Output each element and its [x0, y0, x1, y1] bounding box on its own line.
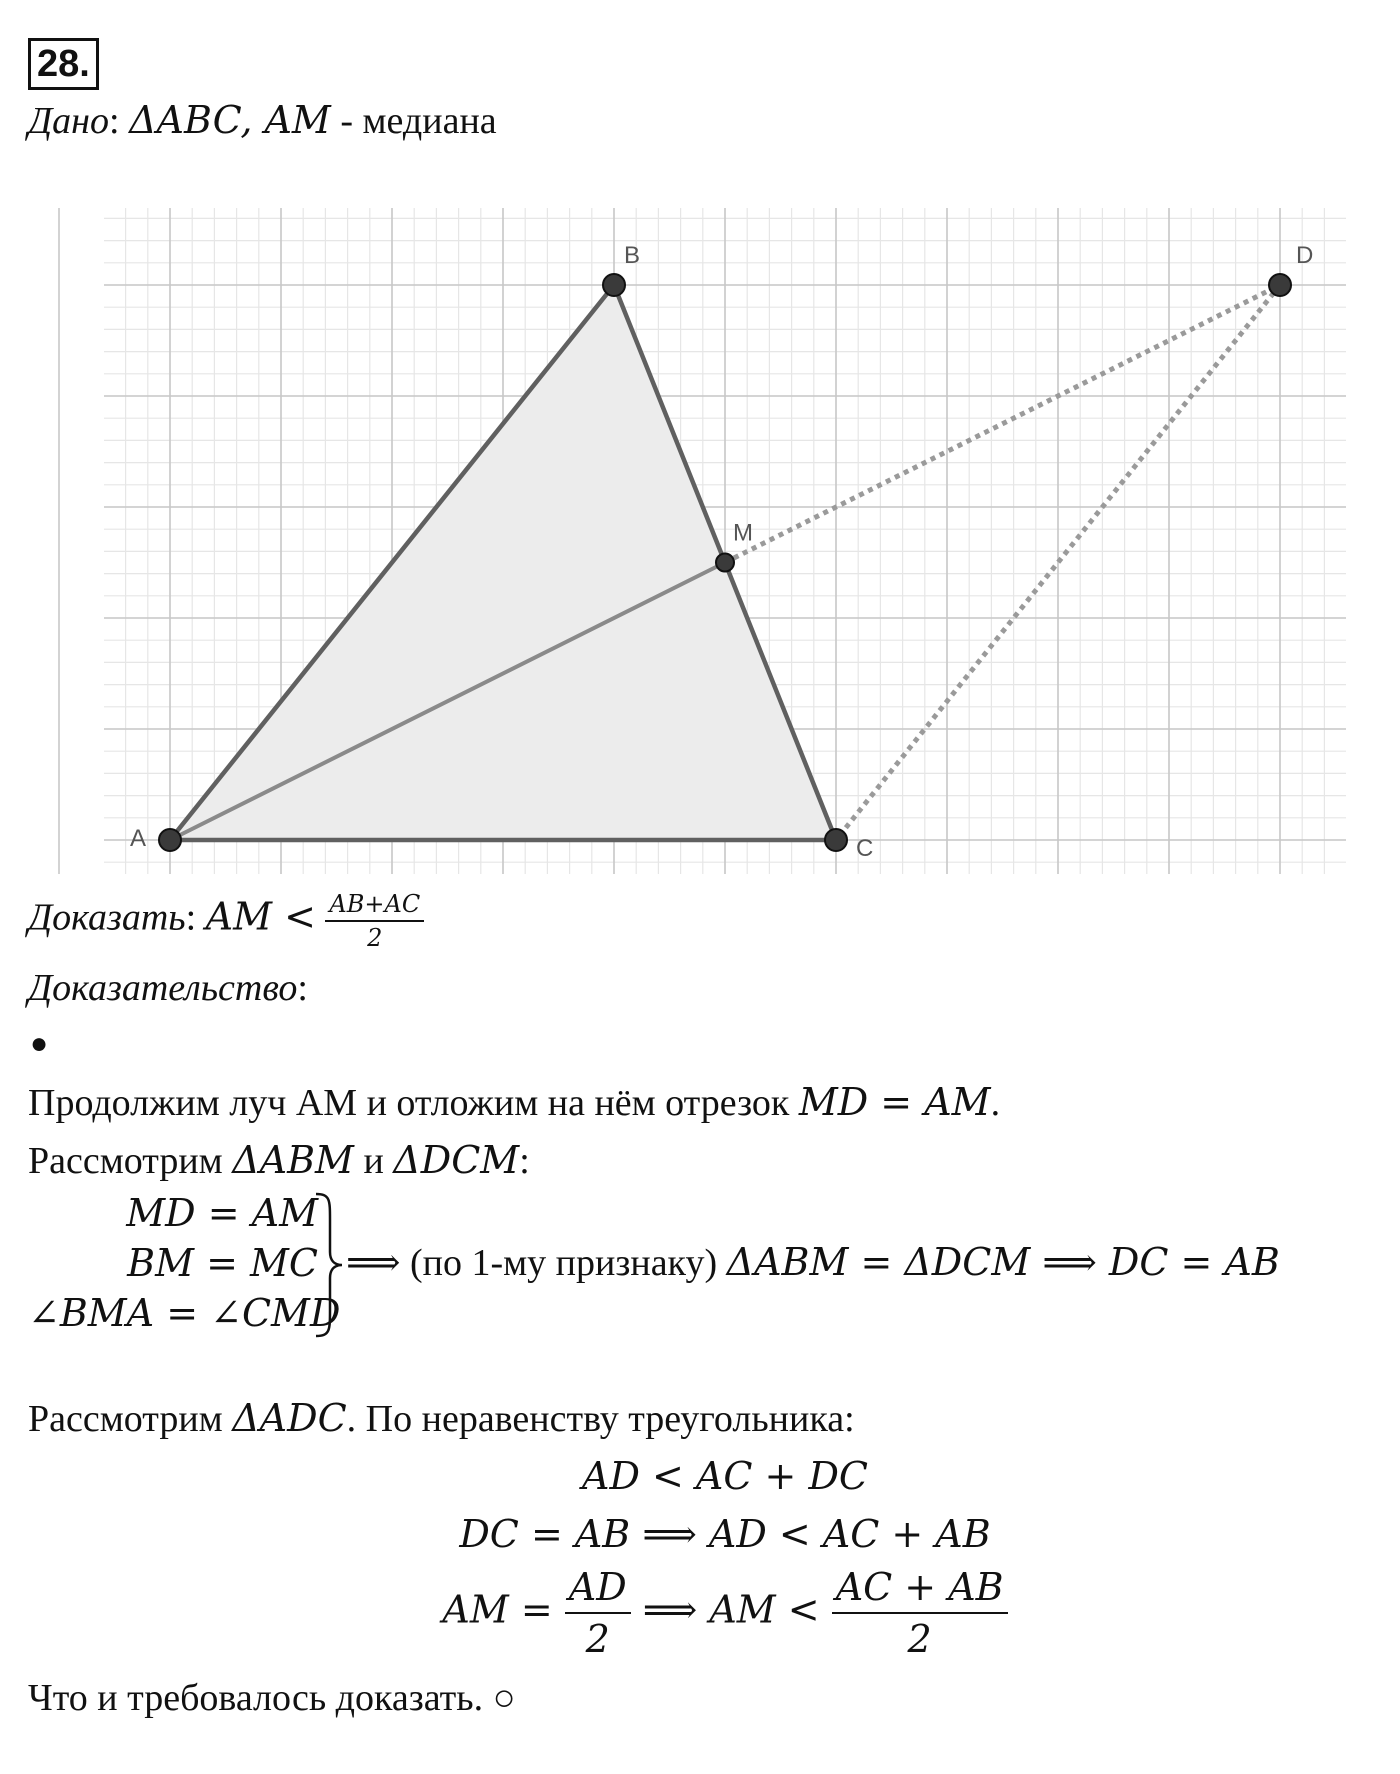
point-b — [603, 274, 625, 296]
prove-line — [28, 890, 424, 952]
system-result-math: ΔABM = ΔDCM ⟹ DC = AB — [726, 1240, 1280, 1284]
given-math: ΔABC, AM — [129, 98, 331, 142]
equation-3-frac-2 — [832, 1564, 1008, 1662]
equation-3-frac-1 — [565, 1564, 631, 1662]
segment-md — [725, 285, 1280, 563]
system-brace — [312, 1190, 346, 1340]
proof-line-1-text: Продолжим луч AM и отложим на нём отрезок — [28, 1082, 799, 1124]
given-colon: : — [109, 100, 120, 142]
proof-bullet: ● — [30, 1027, 49, 1060]
equation-2: DC = AB ⟹ AD < AC + AB — [459, 1512, 991, 1556]
system-result — [346, 1238, 1280, 1287]
system-equations — [28, 1188, 341, 1338]
equation-3-frac-2-den: 2 — [832, 1612, 1008, 1662]
proof-line-2-math1: ΔABM — [232, 1138, 354, 1182]
equation-3-mid: ⟹ AM < — [630, 1587, 832, 1632]
equation-3-frac-2-num: AC + AB — [835, 1565, 1004, 1609]
problem-number: 28. — [28, 38, 99, 90]
point-a — [159, 829, 181, 851]
prove-label: Доказать — [28, 896, 186, 939]
point-m — [716, 554, 734, 572]
label-b: B — [624, 242, 641, 269]
given-label: Дано — [28, 100, 110, 142]
equation-3-lhs: AM = — [442, 1587, 565, 1632]
label-m: M — [733, 519, 753, 547]
proof-colon: : — [297, 967, 308, 1009]
equation-3-frac-1-num: AD — [568, 1565, 627, 1609]
prove-frac-den: 2 — [325, 920, 424, 952]
prove-frac-num: AB+AC — [329, 890, 421, 918]
label-d: D — [1296, 242, 1314, 269]
proof-line-3-text: Рассмотрим — [28, 1398, 233, 1440]
equation-1: AD < AC + DC — [582, 1454, 868, 1498]
proof-line-2-end: : — [519, 1140, 530, 1182]
proof-line-2 — [28, 1136, 530, 1185]
label-c: C — [856, 835, 874, 862]
proof-label-line — [28, 964, 308, 1012]
equation-3-frac-1-den: 2 — [565, 1612, 631, 1662]
proof-line-1 — [28, 1078, 1000, 1127]
proof-line-3-end: . По неравенству треугольника: — [346, 1398, 855, 1440]
proof-line-2-and: и — [353, 1140, 394, 1182]
point-c — [825, 829, 847, 851]
proof-line-2-text: Рассмотрим — [28, 1140, 233, 1182]
given-text: - медиана — [330, 100, 497, 142]
point-d — [1269, 274, 1291, 296]
label-a: A — [130, 825, 147, 852]
system-result-arrow: ⟹ — [346, 1242, 410, 1284]
proof-line-2-math2: ΔDCM — [393, 1138, 520, 1182]
equation-3 — [0, 1564, 1400, 1662]
system-eq-3: ∠BMA = ∠CMD — [28, 1291, 341, 1335]
proof-line-1-math: MD = AM — [798, 1080, 991, 1124]
conclusion: Что и требовалось доказать. ○ — [28, 1677, 516, 1719]
proof-label: Доказательство — [28, 967, 298, 1009]
system-eq-2: BM = MC — [127, 1241, 318, 1285]
prove-colon: : — [185, 896, 197, 939]
proof-line-1-end: . — [990, 1082, 1001, 1124]
system-eq-1: MD = AM — [126, 1191, 318, 1235]
proof-line-3 — [28, 1394, 855, 1443]
prove-lhs: AM < — [205, 894, 316, 939]
proof-line-3-math: ΔADC — [232, 1396, 347, 1440]
system-result-text: (по 1-му признаку) — [409, 1242, 727, 1284]
prove-fraction — [325, 890, 424, 952]
